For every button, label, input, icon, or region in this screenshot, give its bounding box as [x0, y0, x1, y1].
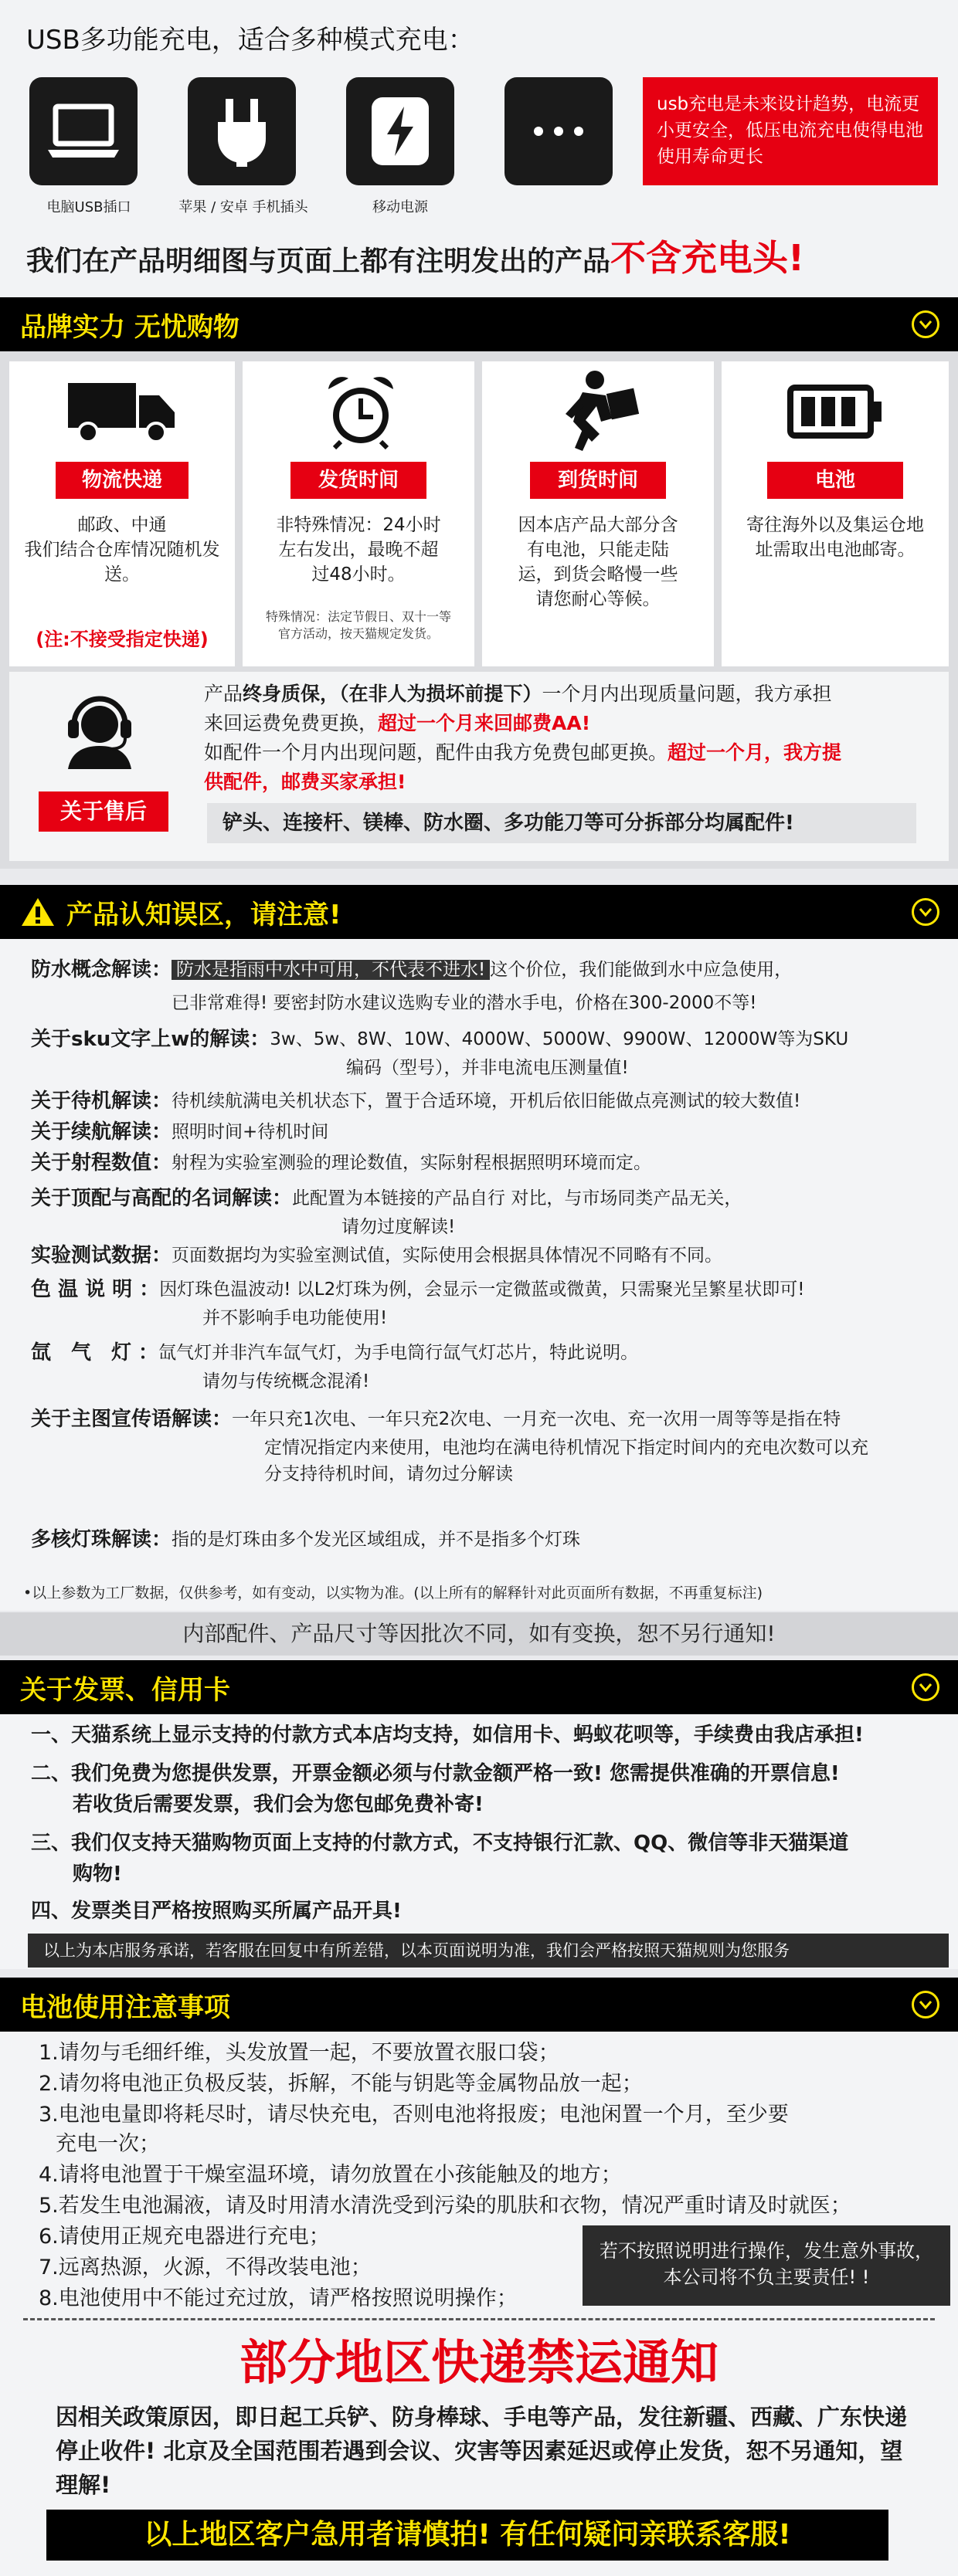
battery-header	[0, 1978, 958, 2032]
truck-icon	[63, 378, 179, 444]
invoice-title: 关于发票、信用卡	[20, 1674, 230, 1706]
as-text: 来回运费免费更换，	[204, 712, 379, 734]
parts-note: 铲头、连接杆、镁棒、防水圈、多功能刀等可分拆部分均属配件!	[207, 803, 916, 843]
ban-title: 部分地区快递禁运通知	[239, 2334, 718, 2391]
courier-icon	[552, 368, 644, 454]
notice-row	[31, 1527, 935, 1552]
charge-label: 苹果 / 安卓 手机插头	[178, 199, 308, 215]
more-icon	[504, 77, 613, 185]
ban-bar: 以上地区客户急用者请慎拍! 有任何疑问亲联系客服!	[46, 2510, 888, 2561]
chevron-down-icon	[912, 1673, 939, 1701]
service-card	[482, 361, 714, 666]
invoice-header	[0, 1660, 958, 1714]
notice-value: 3w、5w、8W、10W、4000W、5000W、9900W、12000W等为SKU	[270, 1029, 849, 1049]
notice-value: 这个价位，我们能做到水中应急使用，	[490, 960, 793, 980]
notice-strip: 内部配件、产品尺寸等因批次不同，如有变换，恕不另行通知!	[0, 1612, 958, 1656]
statement-text: 我们在产品明细图与页面上都有注明发出的产品	[26, 246, 611, 277]
notice-value: 编码（型号），并非电流电压测量值!	[346, 1058, 629, 1078]
card-text: 非特殊情况：24小时左右发出，最晚不超过48小时。	[276, 515, 441, 585]
as-red: 超过一个月，我方提	[668, 741, 842, 764]
card-text: 因本店产品大部分含有电池，只能走陆运，到货会略慢一些请您耐心等候。	[518, 515, 678, 609]
notice-key: 多核灯珠解读：	[31, 1528, 172, 1551]
charge-label: 移动电源	[372, 199, 428, 215]
notice-key: 防水概念解读：	[31, 958, 172, 981]
notice-value: 并不影响手电功能使用!	[202, 1308, 388, 1328]
battery-line: 2.请勿将电池正负极反装，拆解，不能与钥匙等金属物品放一起；	[39, 2072, 643, 2096]
card-note: 特殊情况：法定节假日、双十一等官方活动，按天猫规定发货。	[265, 609, 451, 641]
plug-icon	[188, 77, 296, 185]
alarm-clock-icon	[324, 372, 398, 449]
card-text: 寄往海外以及集运仓地址需取出电池邮寄。	[746, 515, 924, 560]
battery-line: 8.电池使用中不能过充过放，请严格按照说明操作；	[39, 2286, 518, 2310]
battery-line: 3.电池电量即将耗尽时，请尽快充电，否则电池将报废；电池闲置一个月，至少要	[39, 2103, 789, 2127]
after-sales-panel	[9, 672, 949, 861]
as-text: 如配件一个月内出现问题，配件由我方免费包邮更换。	[204, 741, 668, 764]
notice-key: 关于射程数值：	[31, 1151, 172, 1174]
powerbank-icon	[346, 77, 454, 185]
service-card	[9, 361, 235, 666]
notice-value: 定情况指定内来使用，电池均在满电待机情况下指定时间内的充电次数可以充	[264, 1438, 868, 1458]
notice-value: 射程为实验室测验的理论数值，实际射程根据照明环境而定。	[172, 1153, 652, 1173]
notice-row	[31, 1243, 935, 1268]
invoice-line: 购物!	[73, 1863, 122, 1886]
no-charger-statement	[26, 235, 938, 285]
battery-line: 6.请使用正规充电器进行充电；	[39, 2225, 330, 2249]
as-text: 产品	[204, 683, 243, 705]
chevron-down-icon	[912, 310, 939, 338]
as-bold: ，（在非人为损坏前提下）	[320, 683, 542, 705]
ban-body: 因相关政策原因，即日起工兵铲、防身棒球、手电等产品，发往新疆、西藏、广东快递停止收件! 北京及全国范围若遇到会议、灾害等因素延迟或停止发货，恕不另通知，望理解!	[56, 2404, 908, 2498]
battery-line: 4.请将电池置于干燥室温环境，请勿放置在小孩能触及的地方；	[39, 2163, 622, 2187]
notice-row	[31, 1027, 935, 1052]
notice-key: 关于sku文字上w的解读：	[31, 1028, 270, 1051]
service-card	[722, 361, 949, 666]
notice-key: 关于待机解读：	[31, 1090, 172, 1113]
notice-row	[31, 1407, 935, 1432]
notice-row	[31, 1089, 935, 1113]
battery-line: 7.远离热源，火源，不得改装电池；	[39, 2256, 372, 2279]
warning-icon	[20, 897, 56, 927]
card-label: 发货时间	[290, 462, 426, 499]
notice-row	[31, 1151, 935, 1175]
as-red: 供配件，邮费买家承担!	[204, 771, 406, 793]
battery-icon	[787, 385, 883, 439]
invoice-bar: 以上为本店服务承诺，若客服在回复中有所差错，以本页面说明为准，我们会严格按照天猫规则为您服务	[28, 1934, 949, 1968]
charge-title: USB多功能充电，适合多种模式充电：	[26, 25, 474, 56]
charge-note: usb充电是未来设计趋势，电流更小更安全，低压电流充电使得电池使用寿命更长	[643, 77, 938, 185]
notice-footnote: •以上参数为工厂数据，仅供参考，如有变动，以实物为准。(以上所有的解释针对此页面所有数据，不再重复标注)	[23, 1585, 763, 1602]
notice-value: 此配置为本链接的产品自行 对比，与市场同类产品无关，	[292, 1188, 742, 1208]
notice-highlight: 防水是指雨中水中可用，不代表不进水!	[172, 960, 490, 980]
notice-header	[0, 885, 958, 939]
notice-row	[31, 1277, 935, 1302]
brand-title: 品牌实力 无忧购物	[20, 311, 240, 343]
notice-value: 请勿与传统概念混淆!	[202, 1371, 370, 1391]
notice-key: 关于顶配与高配的名词解读：	[31, 1187, 293, 1210]
divider	[23, 2318, 935, 2320]
battery-title: 电池使用注意事项	[20, 1991, 230, 2023]
notice-value: 照明时间+待机时间	[172, 1122, 329, 1142]
battery-line: 1.请勿与毛细纤维，头发放置一起，不要放置衣服口袋；	[39, 2041, 559, 2065]
invoice-line: 一、天猫系统上显示支持的付款方式本店均支持，如信用卡、蚂蚁花呗等，手续费由我店承担!	[31, 1724, 864, 1747]
invoice-line: 四、发票类目严格按照购买所属产品开具!	[31, 1900, 402, 1923]
notice-key: 色 温 说 明 ：	[31, 1278, 160, 1301]
headset-icon	[57, 693, 142, 771]
after-sales-text	[204, 680, 938, 797]
notice-key: 氙 气 灯 ：	[31, 1341, 159, 1364]
card-label: 物流快递	[56, 462, 189, 499]
statement-highlight: 不含充电头!	[610, 237, 804, 279]
battery-line: 充电一次；	[56, 2132, 160, 2156]
notice-value: 因灯珠色温波动! 以L2灯珠为例，会显示一定微蓝或微黄，只需聚光呈繁星状即可!	[159, 1280, 805, 1300]
notice-row	[31, 958, 935, 982]
chevron-down-icon	[912, 898, 939, 926]
invoice-line: 若收货后需要发票，我们会为您包邮免费补寄!	[73, 1793, 484, 1816]
brand-header	[0, 297, 958, 351]
notice-key: 实验测试数据：	[31, 1244, 172, 1267]
card-label: 到货时间	[530, 462, 666, 499]
card-note: (注:不接受指定快递)	[36, 629, 209, 650]
as-text: 一个月内出现质量问题，我方承担	[542, 683, 832, 705]
as-bold: 终身质保	[243, 683, 321, 705]
notice-value: 待机续航满电关机状态下，置于合适环境，开机后依旧能做点亮测试的较大数值!	[172, 1091, 801, 1111]
notice-row	[31, 1186, 935, 1211]
battery-warning: 若不按照说明进行操作，发生意外事故，本公司将不负主要责任! !	[583, 2225, 950, 2306]
card-text: 邮政、中通 我们结合仓库情况随机发送。	[24, 515, 220, 585]
as-red: 超过一个月来回邮费AA!	[378, 712, 591, 734]
notice-value: 已非常难得! 要密封防水建议选购专业的潜水手电，价格在300-2000不等!	[172, 993, 757, 1013]
invoice-line: 三、我们仅支持天猫购物页面上支持的付款方式，不支持银行汇款、QQ、微信等非天猫渠道	[31, 1832, 849, 1855]
notice-row	[31, 1341, 935, 1365]
notice-value: 页面数据均为实验室测试值，实际使用会根据具体情况不同略有不同。	[172, 1246, 723, 1266]
after-sales-label: 关于售后	[39, 791, 168, 832]
notice-value: 氙气灯并非汽车氙气灯，为手电筒行氙气灯芯片，特此说明。	[158, 1343, 639, 1363]
notice-key: 关于续航解读：	[31, 1120, 172, 1144]
battery-line: 5.若发生电池漏液，请及时用清水清洗受到污染的肌肤和衣物，情况严重时请及时就医；	[39, 2194, 851, 2218]
notice-row	[31, 1120, 935, 1144]
laptop-icon	[29, 77, 138, 185]
notice-value: 请勿过度解读!	[341, 1217, 456, 1237]
charge-label: 电脑USB插口	[46, 199, 131, 215]
notice-value: 指的是灯珠由多个发光区域组成，并不是指多个灯珠	[172, 1530, 581, 1550]
invoice-line: 二、我们免费为您提供发票，开票金额必须与付款金额严格一致! 您需提供准确的开票信息!	[31, 1762, 840, 1785]
service-card	[243, 361, 474, 666]
notice-title: 产品认知误区，请注意!	[66, 899, 341, 930]
chevron-down-icon	[912, 1991, 939, 2018]
card-label: 电池	[767, 462, 903, 499]
notice-value: 分支持待机时间，请勿过分解读	[264, 1464, 513, 1484]
notice-value: 一年只充1次电、一年只充2次电、一月充一次电、充一次用一周等等是指在特	[232, 1409, 841, 1429]
notice-key: 关于主图宣传语解读：	[31, 1408, 233, 1431]
